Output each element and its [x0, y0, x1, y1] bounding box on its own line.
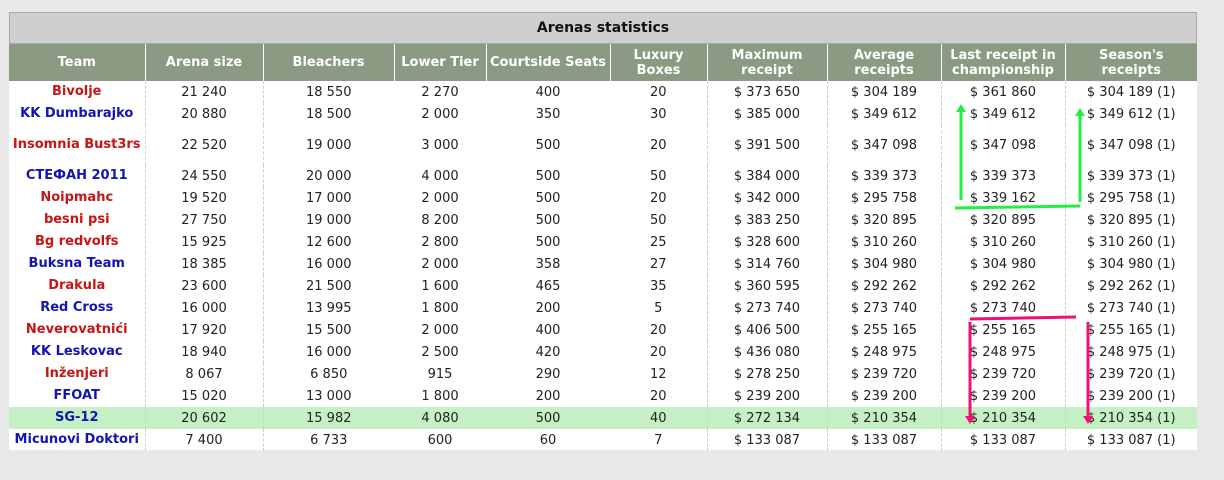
arena-size-cell: 15 020 — [145, 385, 263, 407]
last-receipt-cell: $ 310 260 — [941, 231, 1065, 253]
bleachers-cell: 6 850 — [310, 366, 348, 382]
maximum-receipt-cell: $ 391 500 — [707, 125, 827, 165]
team-name-link[interactable]: SG-12 — [9, 407, 145, 429]
average-receipts-cell: $ 304 980 — [827, 253, 941, 275]
lower-tier-cell: 1 800 — [421, 388, 459, 404]
lower-tier-cell: 2 000 — [421, 190, 459, 206]
last-receipt-cell: $ 292 262 — [941, 275, 1065, 297]
team-name-link[interactable]: FFOAT — [9, 385, 145, 407]
table-row — [9, 81, 1197, 103]
table-title: Arenas statistics — [9, 12, 1197, 44]
courtside-seats-cell: 60 — [539, 432, 557, 448]
last-receipt-cell: $ 347 098 — [941, 125, 1065, 165]
team-name-link[interactable]: Buksna Team — [9, 253, 145, 275]
seasons-receipts-cell: $ 304 980 (1) — [1065, 253, 1197, 275]
courtside-seats-cell: 500 — [486, 407, 610, 429]
arena-size-cell: 19 520 — [145, 187, 263, 209]
luxury-boxes-cell: 25 — [649, 234, 667, 250]
bleachers-cell: 18 500 — [306, 106, 352, 122]
table-row — [9, 187, 1197, 209]
team-name-link[interactable]: Micunovi Doktori — [9, 429, 145, 451]
luxury-boxes-cell: 20 — [649, 137, 667, 153]
team-name-link[interactable]: KK Dumbarajko — [9, 103, 145, 125]
maximum-receipt-cell: $ 342 000 — [707, 187, 827, 209]
luxury-boxes-cell: 40 — [610, 407, 707, 429]
team-name-link[interactable]: СТЕФАН 2011 — [9, 165, 145, 187]
team-name-link[interactable]: Red Cross — [9, 297, 145, 319]
bleachers-cell: 13 000 — [306, 388, 352, 404]
bleachers-cell: 15 500 — [306, 322, 352, 338]
maximum-receipt-cell: $ 278 250 — [707, 363, 827, 385]
bleachers-cell: 15 982 — [263, 407, 394, 429]
table-body — [9, 81, 1197, 451]
luxury-boxes-cell: 20 — [649, 190, 667, 206]
average-receipts-cell: $ 295 758 — [827, 187, 941, 209]
maximum-receipt-cell: $ 314 760 — [707, 253, 827, 275]
col-arena-size: Arena size — [145, 44, 263, 81]
col-seasons-receipts: Season's receipts — [1065, 44, 1197, 81]
maximum-receipt-cell: $ 133 087 — [707, 429, 827, 451]
average-receipts-cell: $ 133 087 — [827, 429, 941, 451]
courtside-seats-cell: 500 — [535, 168, 561, 184]
courtside-seats-cell: 200 — [535, 388, 561, 404]
lower-tier-cell: 2 500 — [421, 344, 459, 360]
maximum-receipt-cell: $ 384 000 — [707, 165, 827, 187]
courtside-seats-cell: 420 — [535, 344, 561, 360]
luxury-boxes-cell: 30 — [649, 106, 667, 122]
average-receipts-cell: $ 349 612 — [827, 103, 941, 125]
luxury-boxes-cell: 20 — [649, 388, 667, 404]
bleachers-cell: 21 500 — [306, 278, 352, 294]
col-courtside-seats: Courtside Seats — [486, 44, 610, 81]
arenas-table — [9, 44, 1197, 451]
last-receipt-cell: $ 239 720 — [941, 363, 1065, 385]
seasons-receipts-cell: $ 320 895 (1) — [1065, 209, 1197, 231]
courtside-seats-cell: 358 — [535, 256, 561, 272]
average-receipts-cell: $ 248 975 — [827, 341, 941, 363]
lower-tier-cell: 600 — [427, 432, 453, 448]
team-name-link[interactable]: Noipmahc — [9, 187, 145, 209]
maximum-receipt-cell: $ 373 650 — [707, 81, 827, 103]
last-receipt-cell: $ 273 740 — [941, 297, 1065, 319]
team-name-link[interactable]: besni psi — [9, 209, 145, 231]
luxury-boxes-cell: 5 — [654, 300, 663, 316]
last-receipt-cell: $ 320 895 — [941, 209, 1065, 231]
courtside-seats-cell: 400 — [535, 322, 561, 338]
average-receipts-cell: $ 239 720 — [827, 363, 941, 385]
lower-tier-cell: 2 800 — [421, 234, 459, 250]
table-row — [9, 125, 1197, 165]
table-row — [9, 165, 1197, 187]
table-row — [9, 319, 1197, 341]
team-name-link[interactable]: Drakula — [9, 275, 145, 297]
arena-size-cell: 7 400 — [145, 429, 263, 451]
col-bleachers: Bleachers — [263, 44, 394, 81]
courtside-seats-cell: 200 — [535, 300, 561, 316]
team-name-link[interactable]: Bg redvolfs — [9, 231, 145, 253]
arena-size-cell: 16 000 — [145, 297, 263, 319]
seasons-receipts-cell: $ 273 740 (1) — [1065, 297, 1197, 319]
luxury-boxes-cell: 27 — [649, 256, 667, 272]
lower-tier-cell: 2 000 — [421, 256, 459, 272]
arena-size-cell: 27 750 — [145, 209, 263, 231]
seasons-receipts-cell: $ 304 189 (1) — [1065, 81, 1197, 103]
arena-size-cell: 20 602 — [145, 407, 263, 429]
seasons-receipts-cell: $ 210 354 (1) — [1065, 407, 1197, 429]
lower-tier-cell: 2 270 — [421, 84, 459, 100]
last-receipt-cell: $ 133 087 — [941, 429, 1065, 451]
courtside-seats-cell: 500 — [535, 234, 561, 250]
maximum-receipt-cell: $ 239 200 — [707, 385, 827, 407]
maximum-receipt-cell: $ 385 000 — [707, 103, 827, 125]
arena-size-cell: 18 940 — [145, 341, 263, 363]
maximum-receipt-cell: $ 272 134 — [707, 407, 827, 429]
average-receipts-cell: $ 320 895 — [827, 209, 941, 231]
lower-tier-cell: 1 600 — [421, 278, 459, 294]
team-name-link[interactable]: KK Leskovac — [9, 341, 145, 363]
team-name-link[interactable]: Insomnia Bust3rs — [9, 125, 145, 165]
average-receipts-cell: $ 304 189 — [827, 81, 941, 103]
seasons-receipts-cell: $ 239 720 (1) — [1065, 363, 1197, 385]
average-receipts-cell: $ 292 262 — [827, 275, 941, 297]
bleachers-cell: 18 550 — [306, 84, 352, 100]
table-row — [9, 275, 1197, 297]
table-row — [9, 429, 1197, 451]
bleachers-cell: 17 000 — [306, 190, 352, 206]
lower-tier-cell: 915 — [427, 366, 453, 382]
lower-tier-cell: 2 000 — [421, 106, 459, 122]
team-name-link[interactable]: Inženjeri — [9, 363, 145, 385]
average-receipts-cell: $ 210 354 — [827, 407, 941, 429]
team-name-link[interactable]: Neverovatnići — [9, 319, 145, 341]
average-receipts-cell: $ 339 373 — [827, 165, 941, 187]
lower-tier-cell: 3 000 — [421, 137, 459, 153]
maximum-receipt-cell: $ 328 600 — [707, 231, 827, 253]
average-receipts-cell: $ 310 260 — [827, 231, 941, 253]
header-row — [9, 44, 1197, 81]
arena-size-cell: 18 385 — [145, 253, 263, 275]
seasons-receipts-cell: $ 310 260 (1) — [1065, 231, 1197, 253]
courtside-seats-cell: 500 — [535, 190, 561, 206]
maximum-receipt-cell: $ 360 595 — [707, 275, 827, 297]
table-row — [9, 385, 1197, 407]
col-lower-tier: Lower Tier — [394, 44, 486, 81]
arena-size-cell: 23 600 — [145, 275, 263, 297]
bleachers-cell: 13 995 — [306, 300, 352, 316]
table-row — [9, 103, 1197, 125]
arena-size-cell: 22 520 — [145, 125, 263, 165]
seasons-receipts-cell: $ 295 758 (1) — [1065, 187, 1197, 209]
seasons-receipts-cell: $ 239 200 (1) — [1065, 385, 1197, 407]
table-row — [9, 231, 1197, 253]
bleachers-cell: 16 000 — [306, 344, 352, 360]
col-luxury-boxes: Luxury Boxes — [610, 44, 707, 81]
arena-size-cell: 21 240 — [145, 81, 263, 103]
courtside-seats-cell: 400 — [535, 84, 561, 100]
luxury-boxes-cell: 20 — [649, 84, 667, 100]
last-receipt-cell: $ 304 980 — [941, 253, 1065, 275]
arena-size-cell: 15 925 — [145, 231, 263, 253]
luxury-boxes-cell: 20 — [649, 322, 667, 338]
last-receipt-cell: $ 361 860 — [941, 81, 1065, 103]
arena-size-cell: 20 880 — [145, 103, 263, 125]
lower-tier-cell: 2 000 — [421, 322, 459, 338]
team-name-link[interactable]: Bivolje — [9, 81, 145, 103]
col-last-receipt: Last receipt in championship — [941, 44, 1065, 81]
last-receipt-cell: $ 339 162 — [941, 187, 1065, 209]
seasons-receipts-cell: $ 292 262 (1) — [1065, 275, 1197, 297]
bleachers-cell: 12 600 — [306, 234, 352, 250]
lower-tier-cell: 1 800 — [421, 300, 459, 316]
arenas-panel — [9, 12, 1197, 450]
bleachers-cell: 16 000 — [306, 256, 352, 272]
last-receipt-cell: $ 255 165 — [941, 319, 1065, 341]
arena-size-cell: 24 550 — [145, 165, 263, 187]
bleachers-cell: 6 733 — [310, 432, 348, 448]
last-receipt-cell: $ 210 354 — [941, 407, 1065, 429]
last-receipt-cell: $ 248 975 — [941, 341, 1065, 363]
luxury-boxes-cell: 35 — [649, 278, 667, 294]
lower-tier-cell: 4 000 — [421, 168, 459, 184]
col-maximum-receipt: Maximum receipt — [707, 44, 827, 81]
average-receipts-cell: $ 347 098 — [827, 125, 941, 165]
average-receipts-cell: $ 239 200 — [827, 385, 941, 407]
col-team: Team — [9, 44, 145, 81]
maximum-receipt-cell: $ 436 080 — [707, 341, 827, 363]
arena-size-cell: 17 920 — [145, 319, 263, 341]
courtside-seats-cell: 500 — [535, 212, 561, 228]
table-row — [9, 407, 1197, 429]
seasons-receipts-cell: $ 347 098 (1) — [1065, 125, 1197, 165]
table-row — [9, 297, 1197, 319]
maximum-receipt-cell: $ 273 740 — [707, 297, 827, 319]
luxury-boxes-cell: 50 — [649, 212, 667, 228]
maximum-receipt-cell: $ 383 250 — [707, 209, 827, 231]
average-receipts-cell: $ 255 165 — [827, 319, 941, 341]
luxury-boxes-cell: 12 — [649, 366, 667, 382]
seasons-receipts-cell: $ 339 373 (1) — [1065, 165, 1197, 187]
table-row — [9, 253, 1197, 275]
bleachers-cell: 19 000 — [306, 137, 352, 153]
courtside-seats-cell: 290 — [535, 366, 561, 382]
luxury-boxes-cell: 7 — [654, 432, 663, 448]
last-receipt-cell: $ 349 612 — [941, 103, 1065, 125]
last-receipt-cell: $ 339 373 — [941, 165, 1065, 187]
maximum-receipt-cell: $ 406 500 — [707, 319, 827, 341]
seasons-receipts-cell: $ 349 612 (1) — [1065, 103, 1197, 125]
seasons-receipts-cell: $ 248 975 (1) — [1065, 341, 1197, 363]
courtside-seats-cell: 465 — [535, 278, 561, 294]
last-receipt-cell: $ 239 200 — [941, 385, 1065, 407]
luxury-boxes-cell: 50 — [649, 168, 667, 184]
average-receipts-cell: $ 273 740 — [827, 297, 941, 319]
seasons-receipts-cell: $ 133 087 (1) — [1065, 429, 1197, 451]
bleachers-cell: 20 000 — [306, 168, 352, 184]
arena-size-cell: 8 067 — [145, 363, 263, 385]
courtside-seats-cell: 350 — [535, 106, 561, 122]
lower-tier-cell: 8 200 — [421, 212, 459, 228]
courtside-seats-cell: 500 — [535, 137, 561, 153]
col-average-receipts: Average receipts — [827, 44, 941, 81]
lower-tier-cell: 4 080 — [394, 407, 486, 429]
luxury-boxes-cell: 20 — [649, 344, 667, 360]
table-row — [9, 363, 1197, 385]
table-row — [9, 341, 1197, 363]
seasons-receipts-cell: $ 255 165 (1) — [1065, 319, 1197, 341]
bleachers-cell: 19 000 — [306, 212, 352, 228]
table-row — [9, 209, 1197, 231]
